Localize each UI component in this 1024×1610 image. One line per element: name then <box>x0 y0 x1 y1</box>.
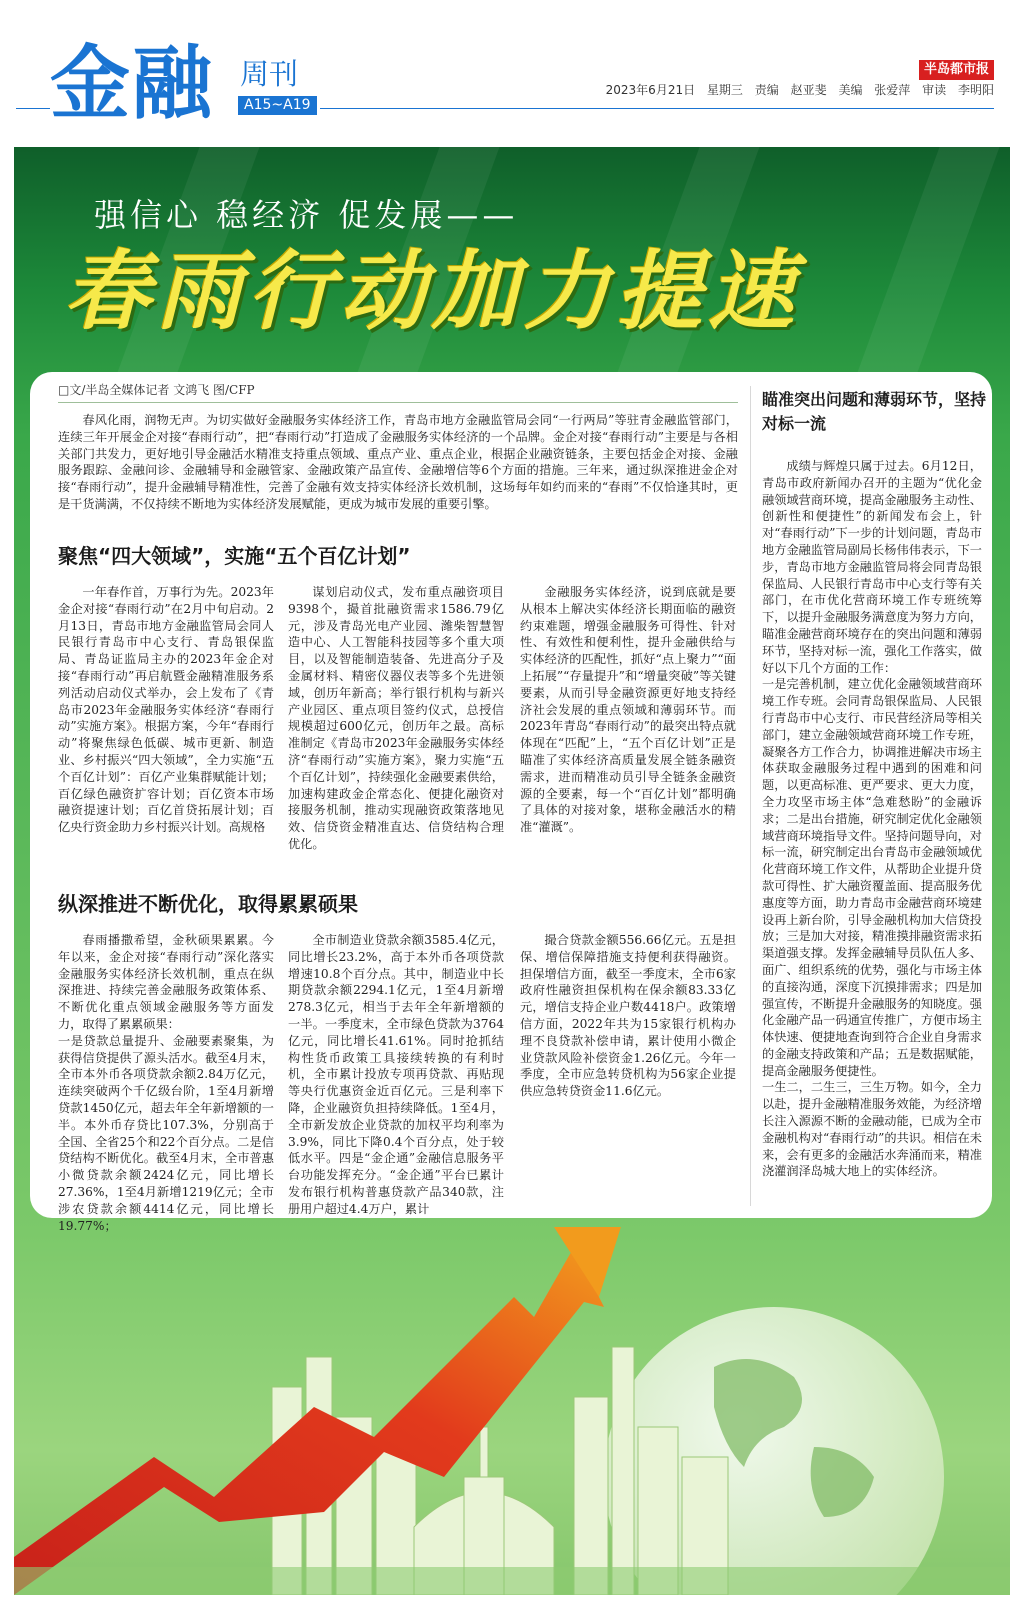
article-intro <box>58 412 738 513</box>
issue-date: 2023年6月21日 <box>605 83 696 97</box>
city-growth-illustration <box>14 1227 1010 1595</box>
intro-paragraph: 春风化雨，润物无声。为切实做好金融服务实体经济工作，青岛市地方金融监管局会同“一行两局”等驻青金融监管部门，连续三年开展金企对接“春雨行动”，把“春雨行动”打造成了金融服务实体经济的一个品牌。金企对接“春雨行动”主要是与各相关部门共发力，更好地引导金融活水精准支持重点领域、重点产业、重点企业，根据企业融资链条，主要包括金企对接、金融服务跟踪、金融问诊、金融辅导和金融管家、金融政策产品宣传、金融增信等6个方面的措施。三年来，通过纵深推进金企对接“春雨行动”，提升金融辅导精准性，完善了金融有效支持实体经济长效机制，这场每年如约而来的“春雨”不仅恰逢其时，更是干货满满，不仅持续不断地为实体经济发展赋能，更成为城市发展的重要引擎。 <box>58 413 738 511</box>
section1-col1-text: 一年春作首，万事行为先。2023年金企对接“春雨行动”在2月中旬启动。2月13日，青岛市地方金融监管局会同人民银行青岛市中心支行、青岛银保监局、青岛证监局主办的2023年金企对接“春雨行动”再启航暨金融精准服务系列活动启动仪式举办，会上发布了《青岛市2023年金融服务实体经济“春雨行动”实施方案》。根据方案，今年“春雨行动”将聚焦绿色低碳、城市更新、制造业、乡村振兴“四大领域”，全力实施“五个百亿计划”：百亿产业集群赋能计划；百亿绿色融资扩容计划；百亿资本市场融资提速计划；百亿首贷拓展计划；百亿央行资金助力乡村振兴计划。高规格 <box>58 585 274 835</box>
sidebar-text <box>762 458 982 1180</box>
headline-title: 春雨行动加力提速 <box>64 241 800 342</box>
section2-title: 纵深推进不断优化，取得累累硕果 <box>58 892 358 916</box>
editor-name: 赵亚斐 <box>790 83 827 97</box>
masthead-rule-left <box>16 108 50 109</box>
issue-weekday: 星期三 <box>706 83 743 97</box>
feature-panel <box>14 147 1010 1595</box>
ground-band <box>14 1567 1010 1595</box>
section2-col3-text: 撮合贷款金额556.66亿元。五是担保、增信保障措施支持便利获得融资。担保增信方面，截至一季度末，全市6家政府性融资担保机构在保余额83.33亿元，增信支持企业户数4418户。政策增信方面，2022年共为15家银行机构办理不良贷款补偿申请，累计使用小微企业贷款风险补偿资金1.26亿元。今年一季度，全市应急转贷机构为56家企业提供应急转贷资金11.6亿元。 <box>520 933 736 1099</box>
section-logo: 金融 <box>50 37 214 130</box>
section1-title: 聚焦“四大领域”，实施“五个百亿计划” <box>58 544 411 568</box>
page-range-badge: A15~A19 <box>238 96 317 115</box>
byline: □文/半岛全媒体记者 文鸿飞 图/CFP <box>58 383 255 397</box>
masthead-rule-right <box>320 108 994 109</box>
editor-label: 责编 <box>754 83 779 97</box>
section1-col3-text: 金融服务实体经济，说到底就是要从根本上解决实体经济长期面临的融资约束难题，增强金融服务可得性、针对性、有效性和便利性，提升金融供给与实体经济的匹配性，抓好“点上聚力”“面上拓展”“存量提升”和“增量突破”等关键要素，从而引导金融资源更好地支持经济社会发展的重点领域和薄弱环节。而2023年青岛“春雨行动”的最突出特点就体现在“匹配”上，“五个百亿计划”正是瞄准了实体经济高质量发展全链条融资需求，进而精准动员引导全链条金融资源的全要素，每一个“百亿计划”都明确了具体的对接对象，堪称金融活水的精准“灌溉”。 <box>520 585 736 835</box>
reviewer-label: 审读 <box>922 83 947 97</box>
section1-column-3 <box>520 584 736 836</box>
newspaper-logo: 半岛都市报 <box>919 60 994 80</box>
section2-column-2 <box>288 932 504 1218</box>
section1-column-1 <box>58 584 274 836</box>
designer-label: 美编 <box>838 83 863 97</box>
column-divider <box>750 386 751 1206</box>
reviewer-name: 李明阳 <box>957 83 994 97</box>
byline-rule <box>58 402 738 403</box>
article-card <box>30 372 992 1233</box>
section2-col2-text: 全市制造业贷款余额3585.4亿元，同比增长23.2%，高于本外币各项贷款增速10.8个百分点。其中，制造业中长期贷款余额2294.1亿元，1至4月新增278.3亿元，相当于去年全年新增额的一半。一季度末，全市绿色贷款为3764亿元，同比增长41.61%。同时抢抓结构性货币政策工具接续转换的有利时机，全市累计投放专项再贷款、再贴现等央行优惠资金近百亿元。三是利率下降，企业融资负担持续降低。1至4月，全市新发放企业贷款的加权平均利率为3.9%，同比下降0.4个百分点，处于较低水平。四是“金企通”金融信息服务平台功能发挥充分。“金企通”平台已累计发布银行机构普惠贷款产品340款，注册用户超过4.4万户，累计 <box>288 933 504 1216</box>
designer-name: 张爱萍 <box>874 83 911 97</box>
headline-subhead: 强信心 稳经济 促发展—— <box>94 196 519 234</box>
sidebar-title: 瞄准突出问题和薄弱环节，坚持对标一流 <box>762 390 987 433</box>
section1-col2-text: 谋划启动仪式，发布重点融资项目9398个，撮首批融资需求1586.79亿元，涉及青岛光电产业园、潍柴智慧智造中心、人工智能科技园等多个重大项目，以及智能制造装备、先进高分子及金属材料、精密仪器仪表等多个先进领域，创历年新高；举行银行机构与新兴产业园区、重点项目签约仪式，总授信规模超过600亿元，创历年之最。高标准制定《青岛市2023年金融服务实体经济“春雨行动”实施方案》，聚力实施“五个百亿计划”，持续强化金融要素供给，加速构建政金企常态化、便捷化融资对接服务机制，推动实现融资政策落地见效、信贷资金精准直达、信贷结构合理优化。 <box>288 585 504 851</box>
section1-column-2 <box>288 584 504 853</box>
section2-column-1 <box>58 932 274 1234</box>
section2-col1-text: 春雨播撒希望，金秋硕果累累。今年以来，金企对接“春雨行动”深化落实金融服务实体经济长效机制，重点在纵深推进、持续完善金融服务政策体系、不断优化重点领域金融服务等方面发力，取得了累累硕果： 一是贷款总量提升、金融要素聚集，为获得信贷提供了源头活水。截至4月末，全市本外币各项贷款余额2.84万亿元，连续突破两个千亿级台阶，1至4月新增贷款1450亿元，超去年全年新增额的一半。本外币存贷比107.3%，分别高于全国、全省25个和22个百分点。二是信贷结构不断优化。截至4月末，全市普惠小微贷款余额2424亿元，同比增长27.36%，1至4月新增1219亿元；全市涉农贷款余额4414亿元，同比增长19.77%； <box>58 933 274 1233</box>
sidebar-paragraphs: 成绩与辉煌只属于过去。6月12日，青岛市政府新闻办召开的主题为“优化金融领域营商环境，提高金融服务主动性、创新性和便捷性”的新闻发布会上，针对“春雨行动”下一步的计划问题，青岛市地方金融监管局副局长杨伟伟表示，下一步，青岛市地方金融监管局将会同青岛银保监局、人民银行青岛市中心支行等有关部门，在市优化营商环境工作专班统筹下，以提升金融服务满意度为努力方向，瞄准金融营商环境存在的突出问题和薄弱环节，坚持对标一流，强化工作落实，做好以下几个方面的工作： 一是完善机制，建立优化金融领域营商环境工作专班。会同青岛银保监局、人民银行青岛市中心支行、市民营经济局等相关部门，建立金融领域营商环境工作专班，凝聚各方工作合力，协调推进解决市场主体获取金融服务过程中遇到的困难和问题，以更高标准、更严要求、更大力度，全力攻坚市场主体“急难愁盼”的金融诉求；二是出台措施，研究制定优化金融领域营商环境指导文件。坚持问题导向，对标一流，研究制定出台青岛市金融领域优化营商环境工作文件，从帮助企业提升贷款可得性、扩大融资覆盖面、提高服务优惠度等方面，助力青岛市金融营商环境建设再上新台阶，引导金融机构加大信贷投放；三是加大对接，精准摸排融资需求拓渠道强支撑。发挥金融辅导员队伍人多、面广、组织系统的优势，强化与市场主体的直接沟通，深度下沉摸排需求；四是加强宣传，不断提升金融服务的知晓度。强化金融产品一码通宣传推广，方便市场主体快速、便捷地查询到符合企业自身需求的金融支持政策和产品；五是数据赋能，提高金融服务便捷性。 一生二，二生三，三生万物。如今，全力以赴，提升金融精准服务效能，为经济增长注入源源不断的金融动能，已成为全市金融机构对“春雨行动”的共识。相信在未来，会有更多的金融活水奔涌而来，精准浇灌润泽岛城大地上的实体经济。 <box>762 459 982 1179</box>
section-weekly-label: 周刊 <box>240 57 299 91</box>
issue-meta <box>598 82 994 98</box>
masthead <box>0 0 1024 132</box>
section2-column-3 <box>520 932 736 1100</box>
